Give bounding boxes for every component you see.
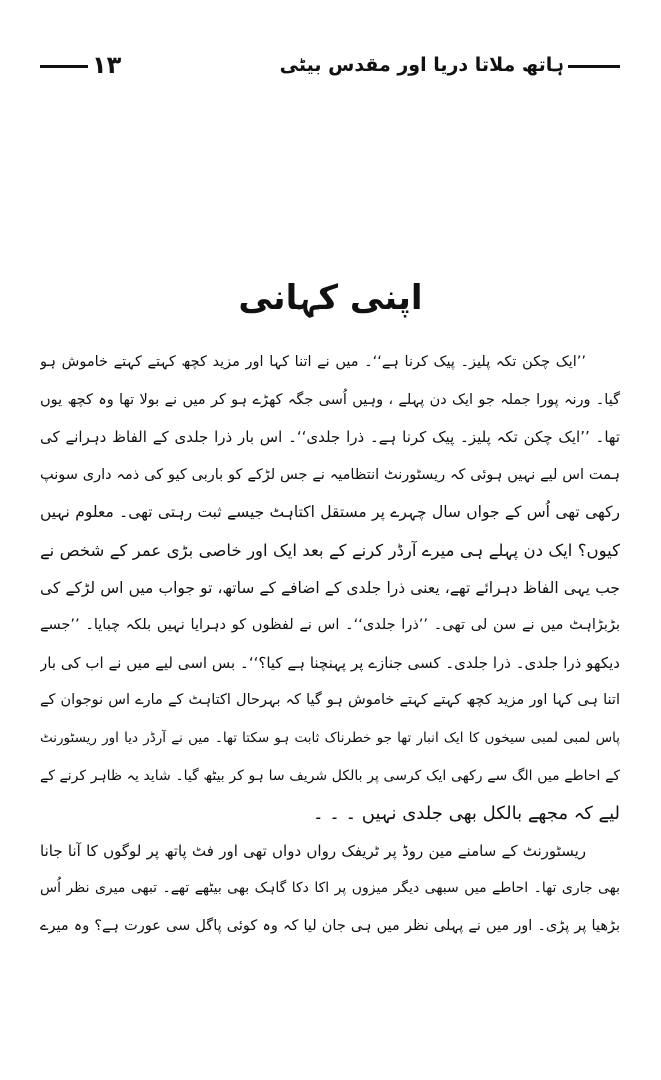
text-line: ریسٹورنٹ کے سامنے مین روڈ پر ٹریفک رواں دواں تھی اور فٹ پاتھ پر لوگوں کا آنا جانا [40, 841, 586, 860]
body-text [40, 344, 620, 946]
text-line: اتنا ہی کہا اور مزید کچھ کہتے کہتے خاموش ہو گیا کہ بہرحال اکتاہٹ کے مارے اس نوجوان کے [40, 692, 620, 709]
book-title: ہاتھ ملاتا دریا اور مقدس بیٹی [279, 54, 564, 76]
text-line: ’’ایک چکن تکہ پلیز۔ پیک کرنا ہے‘‘۔ میں نے اتنا کہا اور مزید کچھ کہتے کہتے خاموش ہو [40, 354, 586, 370]
text-line: رکھی تھی اُس کے جواں سال چہرے پر مستقل اکتاہٹ جیسے ثبت رہتی تھی۔ معلوم نہیں [40, 503, 620, 522]
text-line: گیا۔ ورنہ پورا جملہ جو ایک دن پہلے ، وہیں اُسی جگہ کھڑے ہو کر میں نے بولا تھا وہ کچھ یوں [40, 391, 620, 408]
text-line: جب یہی الفاظ دہرائے تھے، یعنی ذرا جلدی کے اضافے کے ساتھ، تو جواب میں اس لڑکے کی [40, 578, 620, 597]
text-line: بڑبڑاہٹ میں نے سن لی تھی۔ ’’ذرا جلدی‘‘۔ اس نے لفظوں کو دہرایا نہیں بلکہ چبایا۔ ’’جسے [40, 617, 620, 634]
text-line: دیکھو ذرا جلدی۔ ذرا جلدی۔ کسی جنازے پر پہنچنا ہے کیا؟‘‘۔ بس اسی لیے میں نے اب کی بار [40, 653, 620, 672]
header-rule-left [40, 65, 88, 68]
text-line: پاس لمبی لمبی سیخوں کا ایک انبار تھا جو خطرناک ثابت ہو سکتا تھا۔ میں نے آرڈر دیا اور ریسٹورنٹ [40, 729, 620, 746]
paragraph [40, 833, 620, 946]
chapter-title: اپنی کہانی [238, 278, 423, 318]
text-line: بڑھیا پر پڑی۔ اور میں نے پہلی نظر میں ہی جان لیا کہ وہ کوئی پاگل سی عورت ہے؟ وہ میرے [40, 917, 620, 934]
text-line: تھا۔ ’’ایک چکن تکہ پلیز۔ پیک کرنا ہے۔ ذرا جلدی‘‘۔ اس بار ذرا جلدی کے الفاظ دہرانے کی [40, 428, 620, 447]
page-header [40, 48, 620, 82]
text-line: کے احاطے میں الگ سے رکھی ایک کرسی پر بالکل شریف سا ہو کر بیٹھ گیا۔ شاید یہ ظاہر کرنے کے [40, 767, 620, 784]
text-line: کیوں؟ ایک دن پہلے ہی میرے آرڈر کرنے کے بعد ایک اور خاصی بڑی عمر کے شخص نے [40, 540, 620, 560]
text-line: بھی جاری تھا۔ احاطے میں سبھی دیگر میزوں پر اکا دکا گاہک بھی بیٹھے تھے۔ تبھی میری نظر اُس [40, 880, 620, 897]
header-rule-right [568, 65, 620, 68]
page-number: ۱۳ [92, 51, 122, 79]
text-line: لیے کہ مجھے بالکل بھی جلدی نہیں ۔ ۔ ۔ [313, 803, 620, 825]
text-line: ہمت اس لیے نہیں ہوئی کہ ریسٹورنٹ انتظامیہ نے جس لڑکے کو باربی کیو کی ذمہ داری سونپ [40, 466, 620, 483]
paragraph [40, 344, 620, 833]
